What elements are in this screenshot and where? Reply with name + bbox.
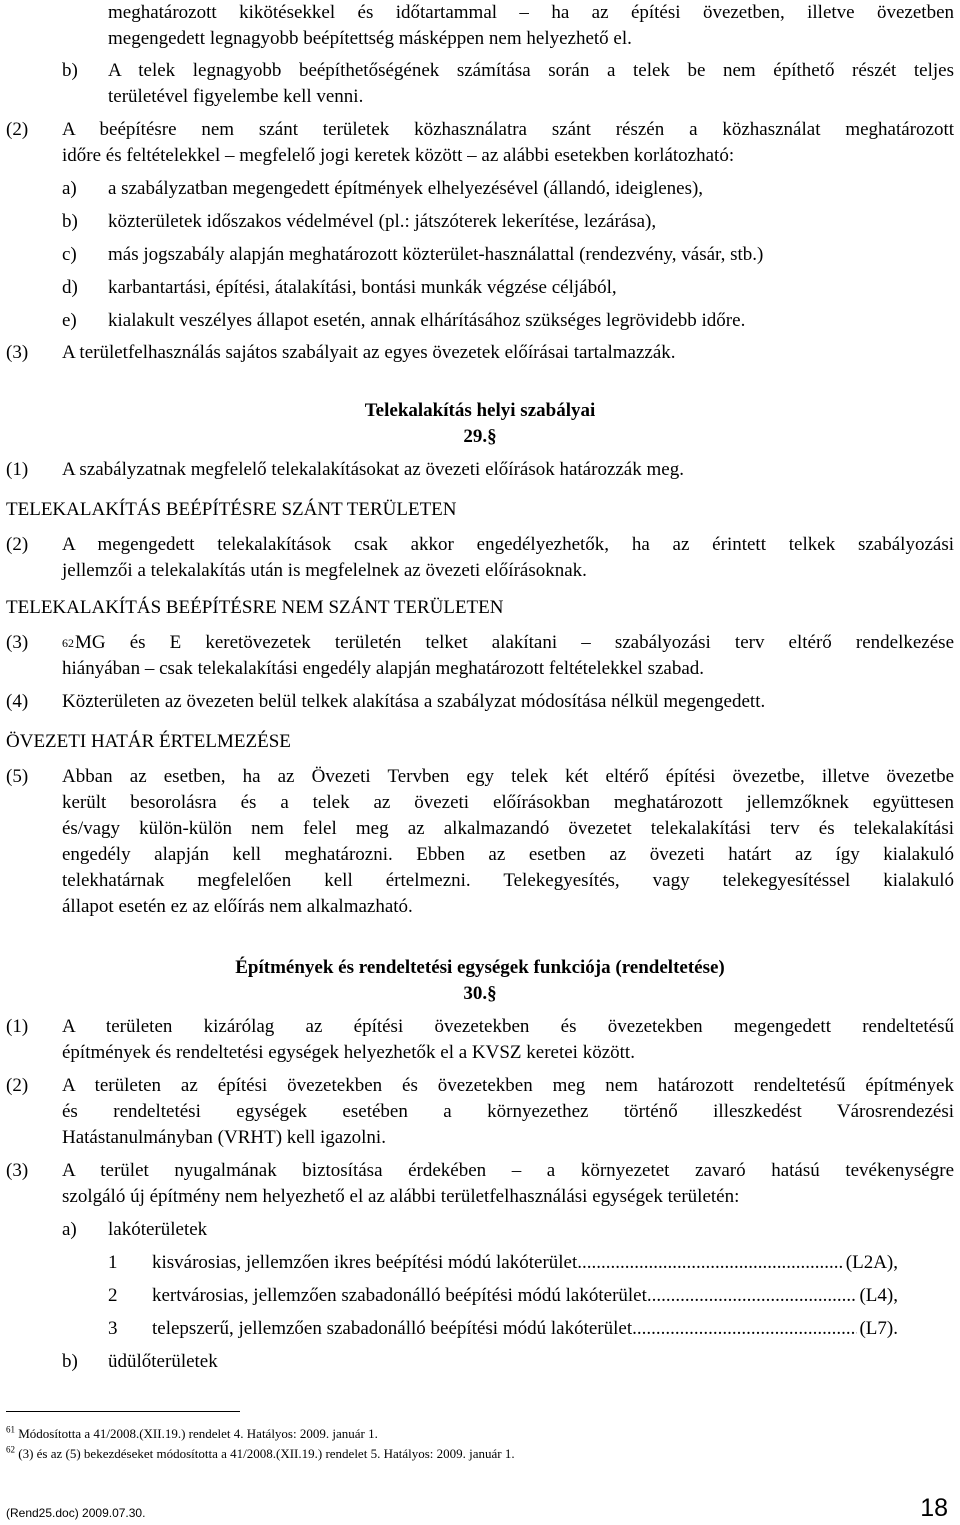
item-code: (L7).: [859, 1318, 898, 1339]
list-item: [152, 1316, 898, 1342]
list-item: kialakult veszélyes állapot esetén, annak elhárításához szükséges legrövidebb időre.: [108, 310, 746, 331]
item-label: a): [62, 178, 77, 199]
paragraph-number: (2): [6, 1075, 29, 1096]
text-line: meghatározott kikötésekkel és időtartammal – ha az építési övezetben, illetve övezetben: [108, 2, 954, 23]
text-line: és rendeltetési egységek esetében a környezethez történő illeszkedést Városrendezési: [62, 1101, 954, 1122]
footnote-text: Módosította a 41/2008.(XII.19.) rendelet 4. Hatályos: 2009. január 1.: [18, 1426, 378, 1441]
text-line: megengedett legnagyobb beépítettség másképpen nem helyezhető el.: [108, 28, 632, 49]
paragraph-number: (3): [6, 342, 29, 363]
text-line: időre és feltételekkel – megfelelő jogi keretek között – az alábbi esetekben korlátozható:: [62, 145, 735, 166]
text-line: A terület nyugalmának biztosítása érdekében – a környezetet zavaró hatású tevékenységre: [62, 1160, 954, 1181]
text-span: MG és E keretövezetek területén telket alakítani – szabályozási terv eltérő rendelkezése: [75, 632, 954, 653]
list-item: a szabályzatban megengedett építmények elhelyezésével (állandó, ideiglenes),: [108, 178, 704, 199]
text-line: telekhatárnak megfelelően kell értelmezni. Telekegyesítés, vagy telekegyesítéssel kialakuló: [62, 870, 954, 891]
text-line: [62, 630, 954, 656]
text-line: területével figyelembe kell venni.: [108, 86, 364, 107]
paragraph-number: (5): [6, 766, 29, 787]
subheading: TELEKALAKÍTÁS BEÉPÍTÉSRE SZÁNT TERÜLETEN: [6, 499, 457, 520]
footnote-ref: 62: [62, 636, 74, 650]
footnote-text: (3) és az (5) bekezdéseket módosította a 41/2008.(XII.19.) rendelet 5. Hatályos: 2009. január 1.: [18, 1446, 515, 1461]
text-line: A szabályzatnak megfelelő telekalakításokat az övezeti előírások határozzák meg.: [62, 459, 684, 480]
text-line: építmények és rendeltetési egységek helyezhetők el a KVSZ keretei között.: [62, 1042, 635, 1063]
footnote-separator: [6, 1411, 240, 1412]
paragraph-number: (4): [6, 691, 29, 712]
footnote: [6, 1426, 378, 1442]
list-item: közterületek időszakos védelmével (pl.: játszóterek lekerítése, lezárása),: [108, 211, 657, 232]
item-label: b): [62, 60, 78, 81]
list-number: 3: [108, 1318, 118, 1339]
text-line: és/vagy külön-külön nem felel meg az alkalmazandó övezetet telekalakítási terv és telekalakítási: [62, 818, 954, 839]
item-label: e): [62, 310, 77, 331]
section-number: 30.§: [463, 983, 497, 1004]
subheading: ÖVEZETI HATÁR ÉRTELMEZÉSE: [6, 731, 291, 752]
item-code: (L2A),: [845, 1252, 898, 1273]
text-line: jellemzői a telekalakítás után is megfelelnek az övezeti előírásoknak.: [62, 560, 587, 581]
section-title: Építmények és rendeltetési egységek funkciója (rendeltetése): [235, 957, 725, 978]
item-label: d): [62, 277, 78, 298]
text-line: A területfelhasználás sajátos szabályait az egyes övezetek előírásai tartalmazzák.: [62, 342, 676, 363]
text-line: A megengedett telekalakítások csak akkor engedélyezhetők, ha az érintett telkek szabályozási: [62, 534, 954, 555]
paragraph-number: (2): [6, 534, 29, 555]
item-text: kertvárosias, jellemzően szabadonálló beépítési módú lakóterület: [152, 1285, 647, 1306]
list-item: [152, 1250, 898, 1276]
item-text: kisvárosias, jellemzően ikres beépítési módú lakóterület: [152, 1252, 578, 1273]
footnote-number: 61: [6, 1424, 15, 1435]
list-number: 2: [108, 1285, 118, 1306]
list-item: lakóterületek: [108, 1219, 208, 1240]
text-line: A területen az építési övezetekben és övezetekben meg nem határozott rendeltetésű építmények: [62, 1075, 954, 1096]
paragraph-number: (3): [6, 1160, 29, 1181]
text-line: A telek legnagyobb beépíthetőségének számítása során a telek be nem építhető részét teljes: [108, 60, 954, 81]
text-line: A beépítésre nem szánt területek közhasználatra szánt részén a közhasználat meghatározott: [62, 119, 954, 140]
text-line: Abban az esetben, ha az Övezeti Tervben egy telek két eltérő építési övezetbe, illetve övezetbe: [62, 766, 954, 787]
list-item: karbantartási, építési, átalakítási, bontási munkák végzése céljából,: [108, 277, 617, 298]
subheading: TELEKALAKÍTÁS BEÉPÍTÉSRE NEM SZÁNT TERÜLETEN: [6, 597, 504, 618]
section-number: 29.§: [463, 426, 497, 447]
list-item: más jogszabály alapján meghatározott közterület-használattal (rendezvény, vásár, stb.): [108, 244, 764, 265]
text-line: Hatástanulmányban (VRHT) kell igazolni.: [62, 1127, 386, 1148]
dot-leader: [577, 1250, 844, 1276]
item-code: (L4),: [859, 1285, 898, 1306]
paragraph-number: (1): [6, 1016, 29, 1037]
paragraph-number: (1): [6, 459, 29, 480]
footer-doc-info: (Rend25.doc) 2009.07.30.: [6, 1506, 146, 1520]
footnote-number: 62: [6, 1444, 15, 1455]
item-label: c): [62, 244, 77, 265]
item-label: b): [62, 211, 78, 232]
list-item: üdülőterületek: [108, 1351, 218, 1372]
text-line: Közterületen az övezeten belül telkek alakítása a szabályzat módosítása nélkül megengedett.: [62, 691, 766, 712]
page-number: 18: [920, 1494, 948, 1522]
footnote: [6, 1446, 515, 1462]
paragraph-number: (3): [6, 632, 29, 653]
text-line: került besorolásra és a telek az övezeti előírásokban meghatározott jellemzőknek együttesen: [62, 792, 954, 813]
list-item: [152, 1283, 898, 1309]
section-title: Telekalakítás helyi szabályai: [364, 400, 596, 421]
list-number: 1: [108, 1252, 118, 1273]
paragraph-number: (2): [6, 119, 29, 140]
text-line: szolgáló új építmény nem helyezhető el az alábbi területfelhasználási egységek területén:: [62, 1186, 740, 1207]
text-line: állapot esetén ez az előírás nem alkalmazható.: [62, 896, 413, 917]
text-line: engedély alapján kell meghatározni. Ebben az esetben az övezeti határt az így kialakuló: [62, 844, 954, 865]
dot-leader: [632, 1316, 857, 1342]
item-text: telepszerű, jellemzően szabadonálló beépítési módú lakóterület: [152, 1318, 633, 1339]
item-label: b): [62, 1351, 78, 1372]
item-label: a): [62, 1219, 77, 1240]
text-line: A területen kizárólag az építési övezetekben és övezetekben megengedett rendeltetésű: [62, 1016, 954, 1037]
text-line: hiányában – csak telekalakítási engedély alapján meghatározott feltételekkel szabad.: [62, 658, 705, 679]
dot-leader: [647, 1283, 858, 1309]
